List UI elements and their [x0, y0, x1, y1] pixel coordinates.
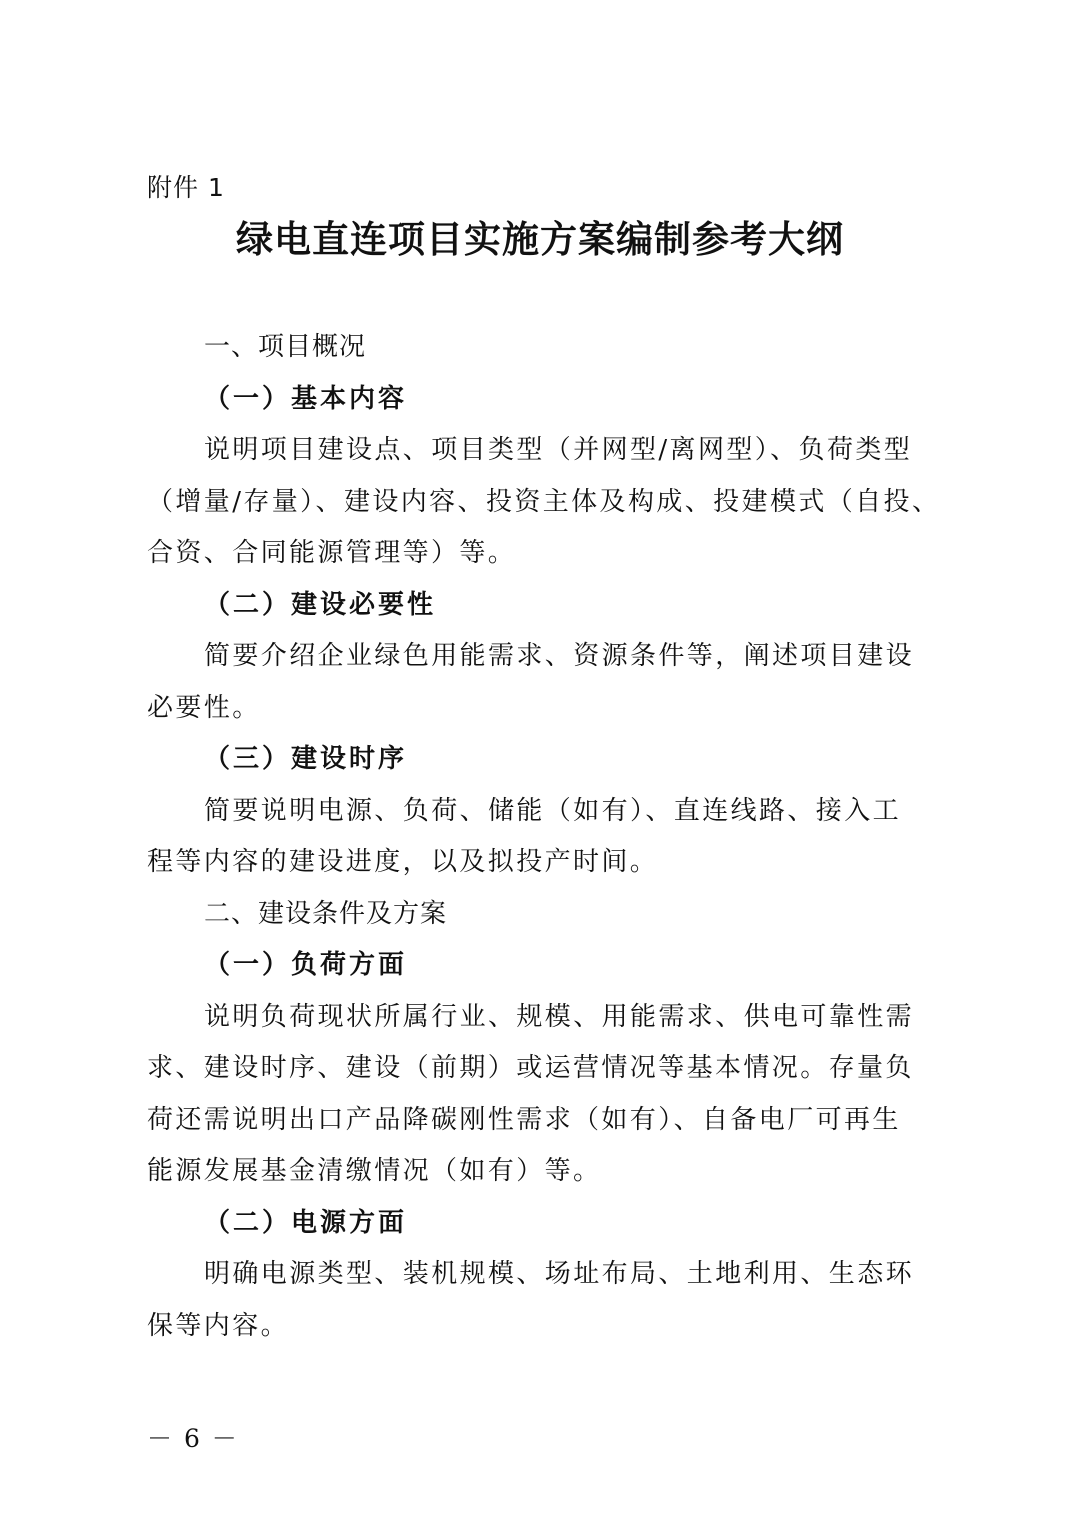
paragraph-line: 必要性。	[147, 692, 261, 723]
paragraph-line: 明确电源类型、装机规模、场址布局、土地利用、生态环	[204, 1259, 915, 1289]
paragraph-line: 简要说明电源、负荷、储能（如有）、直连线路、接入工	[204, 795, 902, 826]
paragraph-line: 荷还需说明出口产品降碳刚性需求（如有）、自备电厂可再生	[147, 1104, 901, 1135]
paragraph-line: 简要介绍企业绿色用能需求、资源条件等，阐述项目建设	[204, 641, 915, 671]
section-2-1-heading: （一）负荷方面	[204, 950, 408, 980]
document-body	[147, 322, 947, 1352]
attachment-label: 附件 1	[147, 173, 225, 202]
document-title: 绿电直连项目实施方案编制参考大纲	[236, 218, 844, 261]
paragraph-line: 说明项目建设点、项目类型（并网型/离网型）、负荷类型	[204, 435, 913, 465]
section-1-1-heading: （一）基本内容	[204, 383, 408, 414]
section-1-2-heading: （二）建设必要性	[204, 589, 437, 620]
paragraph-line: 说明负荷现状所属行业、规模、用能需求、供电可靠性需	[204, 1001, 915, 1032]
paragraph-line: （增量/存量）、建设内容、投资主体及构成、投建模式（自投、	[147, 486, 941, 517]
paragraph-line: 程等内容的建设进度，以及拟投产时间。	[147, 847, 659, 877]
paragraph-line: 求、建设时序、建设（前期）或运营情况等基本情况。存量负	[147, 1053, 914, 1083]
section-2-heading: 二、建设条件及方案	[204, 898, 448, 929]
section-1-3-heading: （三）建设时序	[204, 744, 408, 774]
paragraph-line: 能源发展基金清缴情况（如有）等。	[147, 1156, 602, 1186]
paragraph-line: 保等内容。	[147, 1310, 290, 1341]
paragraph-line: 合资、合同能源管理等）等。	[147, 538, 517, 568]
section-1-heading: 一、项目概况	[204, 332, 367, 362]
section-2-2-heading: （二）电源方面	[204, 1207, 408, 1238]
page-number: － 6 －	[147, 1424, 239, 1453]
